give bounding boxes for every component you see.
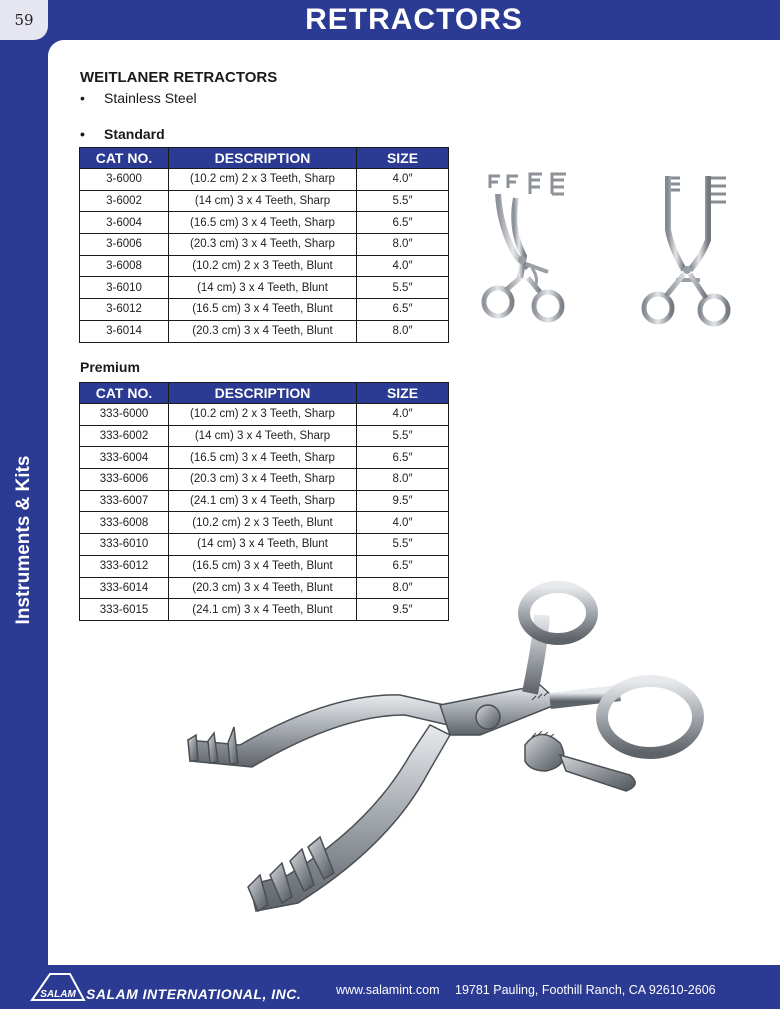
- table-row: [80, 234, 449, 256]
- size-cell: 5.5″: [357, 277, 449, 299]
- cat-no-cell: 333-6015: [80, 599, 169, 621]
- salam-logo: [30, 970, 86, 1004]
- cat-no-cell: 333-6012: [80, 555, 169, 577]
- size-cell: 4.0″: [357, 255, 449, 277]
- description-cell: (16.5 cm) 3 x 4 Teeth, Sharp: [169, 447, 357, 469]
- size-cell: 8.0″: [357, 234, 449, 256]
- size-cell: 6.5″: [357, 212, 449, 234]
- description-cell: (24.1 cm) 3 x 4 Teeth, Blunt: [169, 599, 357, 621]
- header-cat-no: CAT NO.: [80, 383, 169, 404]
- cat-no-cell: 3-6008: [80, 255, 169, 277]
- cat-no-cell: 333-6002: [80, 425, 169, 447]
- table-row: [80, 255, 449, 277]
- content-corner: [48, 40, 68, 60]
- header-size: SIZE: [357, 383, 449, 404]
- size-cell: 4.0″: [357, 512, 449, 534]
- cat-no-cell: 3-6006: [80, 234, 169, 256]
- table-row: [80, 425, 449, 447]
- bullet-stainless: [80, 90, 197, 106]
- cat-no-cell: 3-6014: [80, 320, 169, 342]
- table-row: [80, 320, 449, 342]
- size-cell: 6.5″: [357, 299, 449, 321]
- size-cell: 6.5″: [357, 447, 449, 469]
- description-cell: (20.3 cm) 3 x 4 Teeth, Sharp: [169, 469, 357, 491]
- table-row: [80, 534, 449, 556]
- section-title: WEITLANER RETRACTORS: [80, 69, 278, 86]
- size-cell: 5.5″: [357, 190, 449, 212]
- description-cell: (10.2 cm) 2 x 3 Teeth, Blunt: [169, 512, 357, 534]
- table-header-row: [80, 148, 449, 169]
- size-cell: 8.0″: [357, 469, 449, 491]
- description-cell: (20.3 cm) 3 x 4 Teeth, Blunt: [169, 577, 357, 599]
- logo-text: SALAM: [40, 989, 76, 1000]
- size-cell: 5.5″: [357, 425, 449, 447]
- cat-no-cell: 333-6014: [80, 577, 169, 599]
- cat-no-cell: 3-6010: [80, 277, 169, 299]
- weitlaner-retractor-large-image: [180, 575, 720, 915]
- description-cell: (16.5 cm) 3 x 4 Teeth, Blunt: [169, 299, 357, 321]
- sidebar-label: Instruments & Kits: [13, 455, 34, 625]
- size-cell: 4.0″: [357, 404, 449, 426]
- table-row: [80, 212, 449, 234]
- description-cell: (14 cm) 3 x 4 Teeth, Sharp: [169, 190, 357, 212]
- description-cell: (20.3 cm) 3 x 4 Teeth, Sharp: [169, 234, 357, 256]
- size-cell: 8.0″: [357, 577, 449, 599]
- table-row: [80, 469, 449, 491]
- table-row: [80, 490, 449, 512]
- cat-no-cell: 3-6002: [80, 190, 169, 212]
- size-cell: 8.0″: [357, 320, 449, 342]
- standard-heading: [80, 126, 165, 142]
- description-cell: (14 cm) 3 x 4 Teeth, Blunt: [169, 534, 357, 556]
- cat-no-cell: 333-6010: [80, 534, 169, 556]
- description-cell: (10.2 cm) 2 x 3 Teeth, Sharp: [169, 404, 357, 426]
- size-cell: 9.5″: [357, 490, 449, 512]
- standard-label: Standard: [104, 126, 165, 142]
- cat-no-cell: 333-6006: [80, 469, 169, 491]
- header-cat-no: CAT NO.: [80, 148, 169, 169]
- description-cell: (14 cm) 3 x 4 Teeth, Sharp: [169, 425, 357, 447]
- table-row: [80, 277, 449, 299]
- cat-no-cell: 333-6004: [80, 447, 169, 469]
- company-name: SALAM INTERNATIONAL, INC.: [86, 986, 302, 1002]
- description-cell: (16.5 cm) 3 x 4 Teeth, Sharp: [169, 212, 357, 234]
- description-cell: (14 cm) 3 x 4 Teeth, Blunt: [169, 277, 357, 299]
- cat-no-cell: 333-6000: [80, 404, 169, 426]
- sidebar: [0, 40, 48, 965]
- website-link[interactable]: www.salamint.com: [336, 983, 440, 997]
- size-cell: 6.5″: [357, 555, 449, 577]
- page-number: 59: [0, 0, 48, 40]
- premium-label: Premium: [80, 359, 140, 375]
- header-size: SIZE: [357, 148, 449, 169]
- description-cell: (24.1 cm) 3 x 4 Teeth, Sharp: [169, 490, 357, 512]
- table-row: [80, 447, 449, 469]
- table-row: [80, 299, 449, 321]
- cat-no-cell: 3-6000: [80, 169, 169, 191]
- page-title: RETRACTORS: [305, 3, 523, 36]
- description-cell: (10.2 cm) 2 x 3 Teeth, Sharp: [169, 169, 357, 191]
- bullet-dot: •: [80, 90, 85, 106]
- salam-logo-icon: [30, 970, 86, 1004]
- description-cell: (20.3 cm) 3 x 4 Teeth, Blunt: [169, 320, 357, 342]
- company-address: 19781 Pauling, Foothill Ranch, CA 92610-2606: [455, 983, 716, 997]
- table-row: [80, 190, 449, 212]
- bullet-dot: •: [80, 126, 85, 142]
- size-cell: 9.5″: [357, 599, 449, 621]
- description-cell: (16.5 cm) 3 x 4 Teeth, Blunt: [169, 555, 357, 577]
- table-row: [80, 512, 449, 534]
- table-row: [80, 404, 449, 426]
- size-cell: 4.0″: [357, 169, 449, 191]
- description-cell: (10.2 cm) 2 x 3 Teeth, Blunt: [169, 255, 357, 277]
- standard-table: [79, 147, 449, 343]
- header-description: DESCRIPTION: [169, 383, 357, 404]
- table-header-row: [80, 383, 449, 404]
- table-row: [80, 555, 449, 577]
- cat-no-cell: 3-6012: [80, 299, 169, 321]
- cat-no-cell: 333-6008: [80, 512, 169, 534]
- weitlaner-retractor-blunt-image: [636, 170, 746, 330]
- table-row: [80, 169, 449, 191]
- cat-no-cell: 3-6004: [80, 212, 169, 234]
- bullet-text: Stainless Steel: [104, 90, 197, 106]
- header-description: DESCRIPTION: [169, 148, 357, 169]
- size-cell: 5.5″: [357, 534, 449, 556]
- weitlaner-retractor-sharp-image: [470, 168, 600, 328]
- cat-no-cell: 333-6007: [80, 490, 169, 512]
